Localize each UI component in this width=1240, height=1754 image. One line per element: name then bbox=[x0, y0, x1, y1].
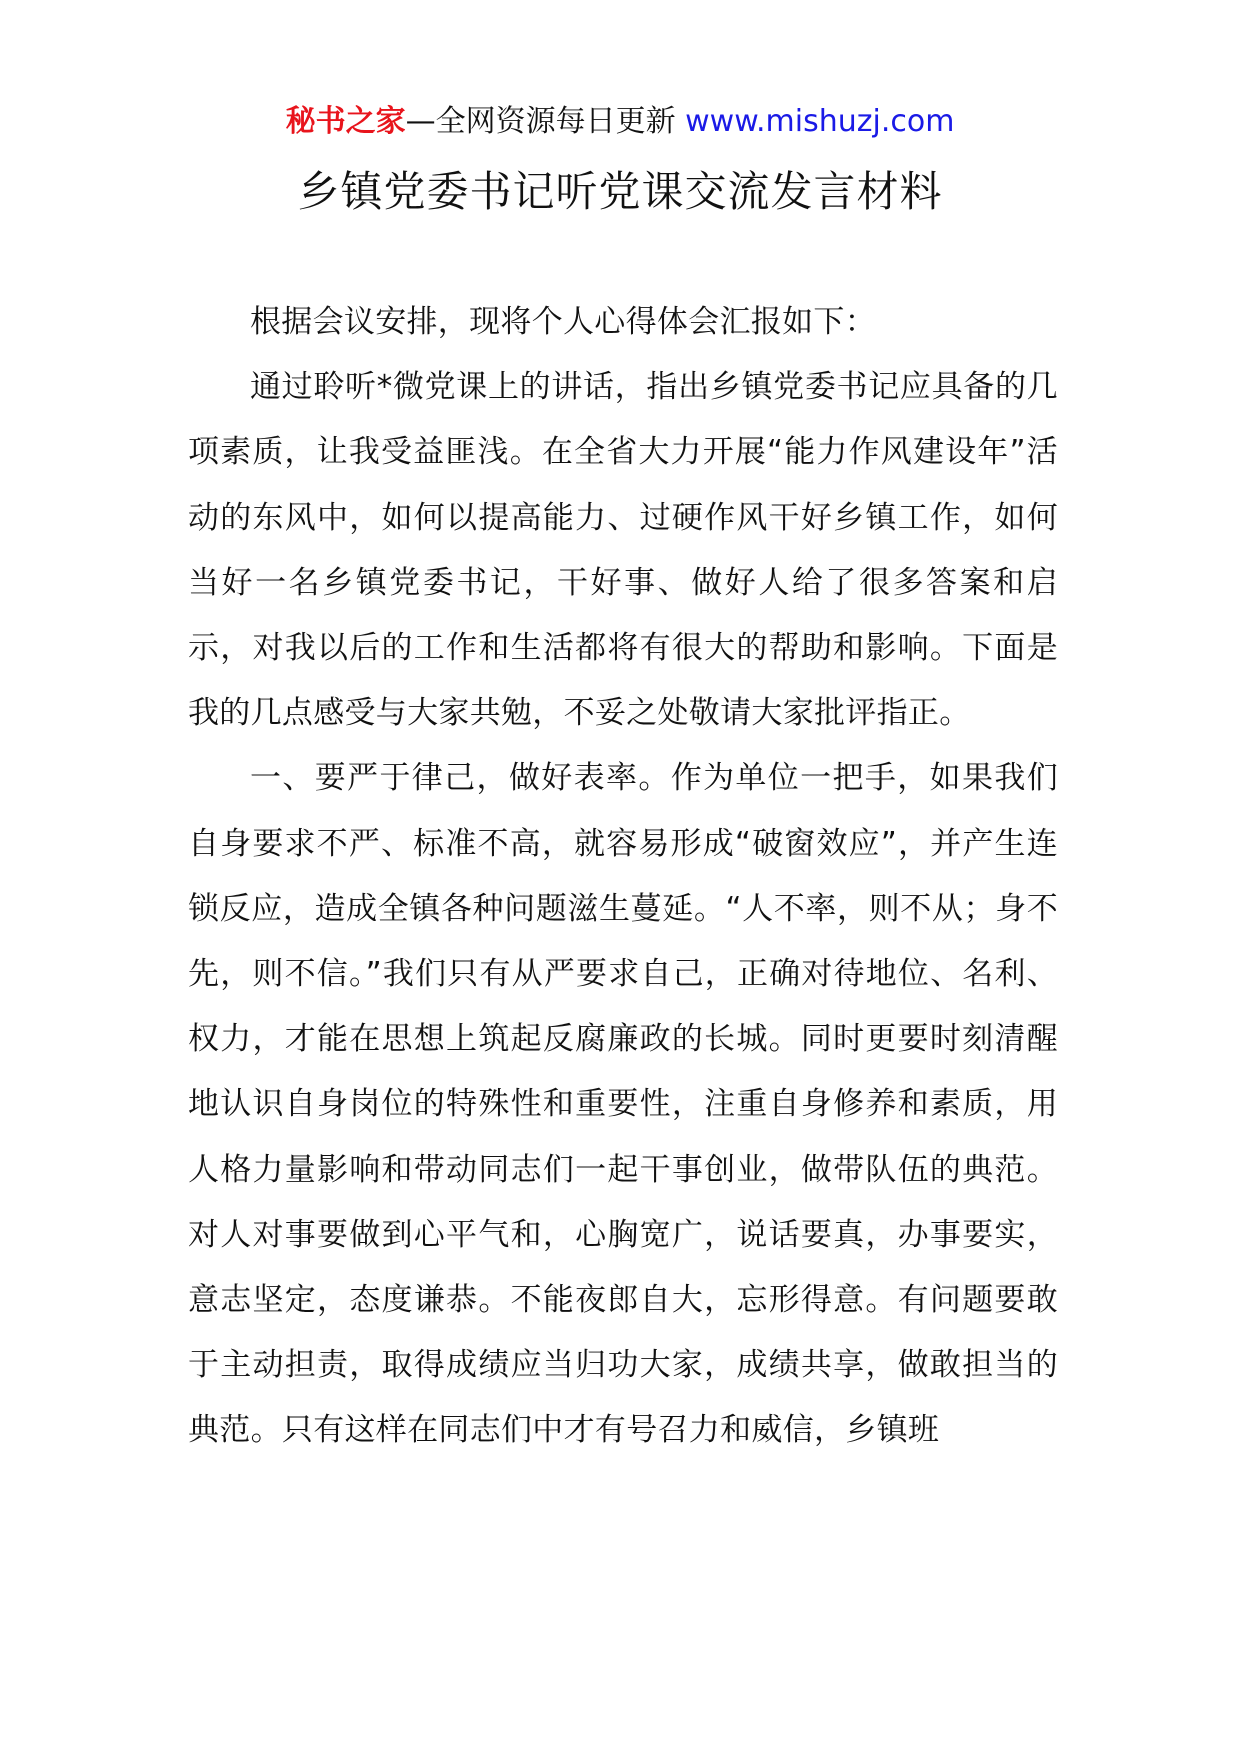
brand-name: 秘书之家 bbox=[285, 104, 406, 139]
body-paragraph: 通过聆听*微党课上的讲话，指出乡镇党委书记应具备的几项素质，让我受益匪浅。在全省大力开展“能力作风建设年”活动的东风中，如何以提高能力、过硬作风干好乡镇工作，如何当好一名乡镇党委书记，干好事、做好人给了很多答案和启示，对我以后的工作和生活都将有很大的帮助和影响。下面是我的几点感受与大家共勉，不妥之处敬请大家批评指正。 bbox=[188, 369, 1058, 732]
intro-paragraph: 根据会议安排，现将个人心得体会汇报如下： bbox=[250, 304, 876, 340]
document-title: 乡镇党委书记听党课交流发言材料 bbox=[297, 167, 943, 216]
header-slogan: —全网资源每日更新 bbox=[405, 104, 686, 139]
site-header bbox=[0, 100, 1240, 144]
point-one-paragraph: 一、要严于律己，做好表率。作为单位一把手，如果我们自身要求不严、标准不高，就容易形成“破窗效应”，并产生连锁反应，造成全镇各种问题滋生蔓延。“人不率，则不从；身不先，则不信。”我们只有从严要求自己，正确对待地位、名利、权力，才能在思想上筑起反腐廉政的长城。同时更要时刻清醒地认识自身岗位的特殊性和重要性，注重自身修养和素质，用人格力量影响和带动同志们一起干事创业，做带队伍的典范。对人对事要做到心平气和，心胸宽广，说话要真，办事要实，意志坚定，态度谦恭。不能夜郎自大，忘形得意。有问题要敢于主动担责，取得成绩应当归功大家，成绩共享，做敢担当的典范。只有这样在同志们中才有号召力和威信，乡镇班 bbox=[188, 760, 1058, 1449]
document-body bbox=[188, 290, 1058, 1464]
site-url-link[interactable]: www.mishuzj.com bbox=[685, 104, 955, 139]
